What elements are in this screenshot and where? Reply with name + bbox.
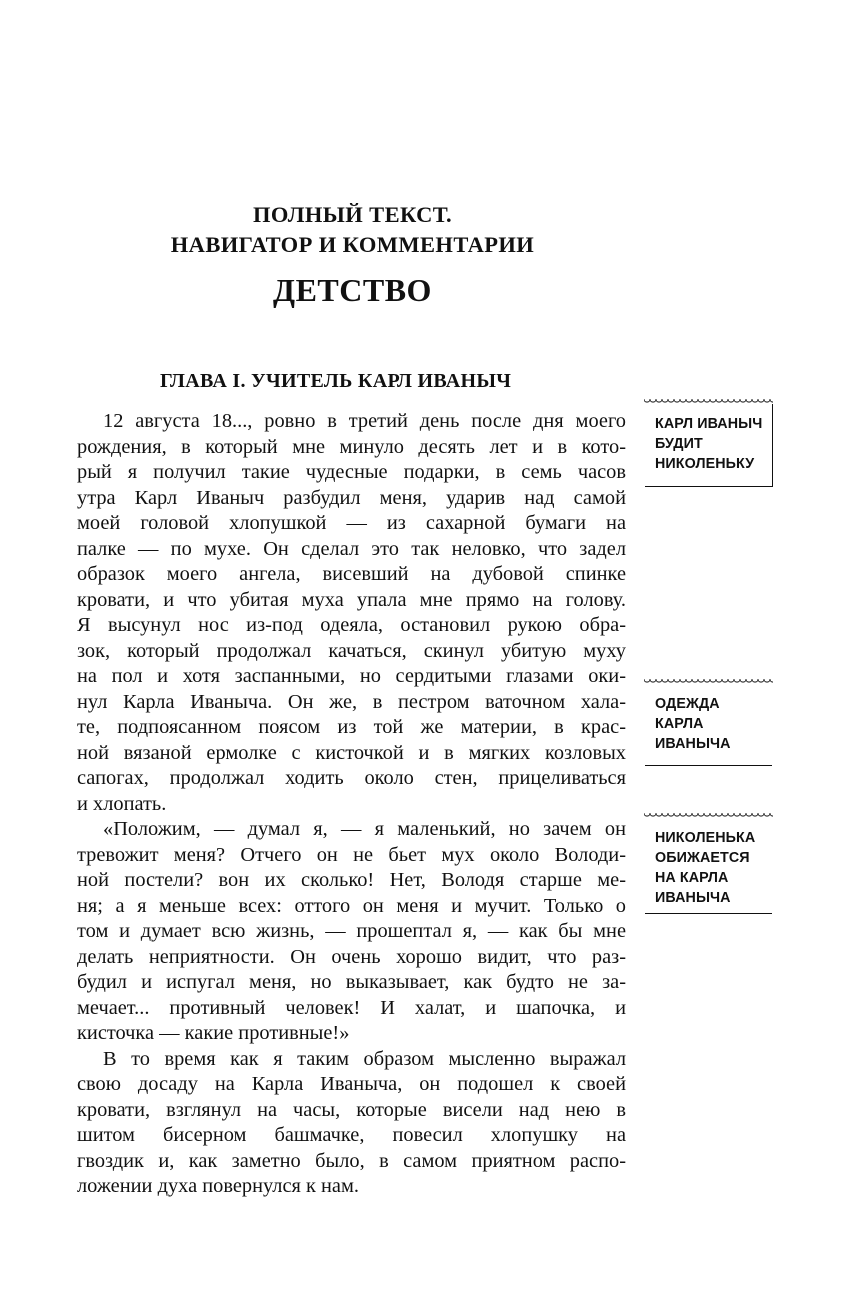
margin-note-line: КАРЛ ИВАНЫЧ — [655, 416, 763, 432]
text-line: кровати, взглянул на часы, которые висели над нею в — [77, 1098, 626, 1121]
text-line: мечает... противный человек! И халат, и шапочка, и — [77, 996, 626, 1019]
text-line: ложении духа повернулся к нам. — [77, 1175, 359, 1197]
margin-note — [645, 818, 772, 914]
margin-note-line: НИКОЛЕНЬКА — [655, 830, 756, 846]
margin-note — [645, 684, 772, 766]
margin-note — [645, 404, 773, 487]
text-line: гвоздик и, как заметно было, в самом приятном распо- — [77, 1149, 626, 1172]
text-line: сапогах, продолжал ходить около стен, прицеливаться — [77, 767, 626, 789]
text-line: шитом бисерном башмачке, повесил хлопушку на — [77, 1124, 626, 1146]
margin-note-line: ОБИЖАЕТСЯ — [655, 850, 750, 866]
text-line: рый я получил такие чудесные подарки, в семь часов — [77, 461, 626, 483]
text-line: 12 августа 18..., ровно в третий день после дня моего — [103, 410, 626, 432]
margin-note-line: ОДЕЖДА — [655, 696, 720, 712]
text-line: Я высунул нос из-под одеяла, остановил рукою обра- — [77, 614, 626, 636]
text-line: кисточка — какие противные!» — [77, 1022, 350, 1044]
margin-note-line: НА КАРЛА — [655, 870, 729, 886]
margin-note-line: ИВАНЫЧА — [655, 890, 731, 906]
text-line: ной постели? вон их сколько! Нет, Володя старше ме- — [77, 869, 626, 891]
text-line: «Положим, — думал я, — я маленький, но зачем он — [103, 818, 626, 840]
text-line: те, подпоясанном поясом из той же материи, в крас- — [77, 716, 626, 738]
text-line: палке — по мухе. Он сделал это так неловко, что задел — [77, 537, 626, 560]
margin-note-line: КАРЛА — [655, 716, 704, 732]
text-line: делать неприятности. Он очень хорошо видит, что раз- — [77, 945, 626, 968]
text-line: рождения, в который мне минуло десять лет и в кото- — [77, 435, 626, 458]
margin-note-line: ИВАНЫЧА — [655, 736, 731, 752]
text-line: образок моего ангела, висевший на дубовой спинке — [77, 563, 626, 585]
text-line: утра Карл Иваныч разбудил меня, ударив над самой — [77, 486, 626, 509]
text-line: моей головой хлопушкой — из сахарной бумаги на — [77, 512, 626, 534]
text-line: на пол и хотя заспанными, но сердитыми глазами оки- — [77, 665, 626, 687]
text-line: будил и испугал меня, но выказывает, как будто не за- — [77, 971, 626, 993]
body-text — [77, 409, 626, 1200]
margin-note-line: НИКОЛЕНЬКУ — [655, 456, 755, 472]
text-line: нул Карла Иваныча. Он же, в пестром ваточном хала- — [77, 690, 626, 713]
text-line: тревожит меня? Отчего он не бьет мух около Володи- — [77, 843, 626, 866]
text-line: кровати, и что убитая муха упала мне прямо на голову. — [77, 588, 626, 611]
text-line: ной вязаной ермолке с кисточкой и в мягких козловых — [77, 741, 626, 764]
section-heading-line-1: ПОЛНЫЙ ТЕКСТ. — [253, 202, 452, 227]
text-line: том и думает всю жизнь, — прошептал я, — как бы мне — [77, 920, 626, 942]
text-line: ня; а я меньше всех: оттого он меня и мучит. Только о — [77, 894, 626, 917]
book-title: ДЕТСТВО — [273, 272, 432, 308]
text-line: В то время как я таким образом мысленно выражал — [103, 1047, 626, 1070]
text-line: и хлопать. — [77, 792, 167, 815]
section-heading-line-2: НАВИГАТОР И КОММЕНТАРИИ — [170, 232, 535, 257]
text-line: свою досаду на Карла Иваныча, он подошел к своей — [77, 1073, 626, 1095]
chapter-title: ГЛАВА I. УЧИТЕЛЬ КАРЛ ИВАНЫЧ — [160, 370, 512, 392]
margin-note-line: БУДИТ — [655, 436, 703, 452]
section-heading — [0, 200, 705, 260]
text-line: зок, который продолжал качаться, скинул убитую муху — [77, 639, 626, 662]
